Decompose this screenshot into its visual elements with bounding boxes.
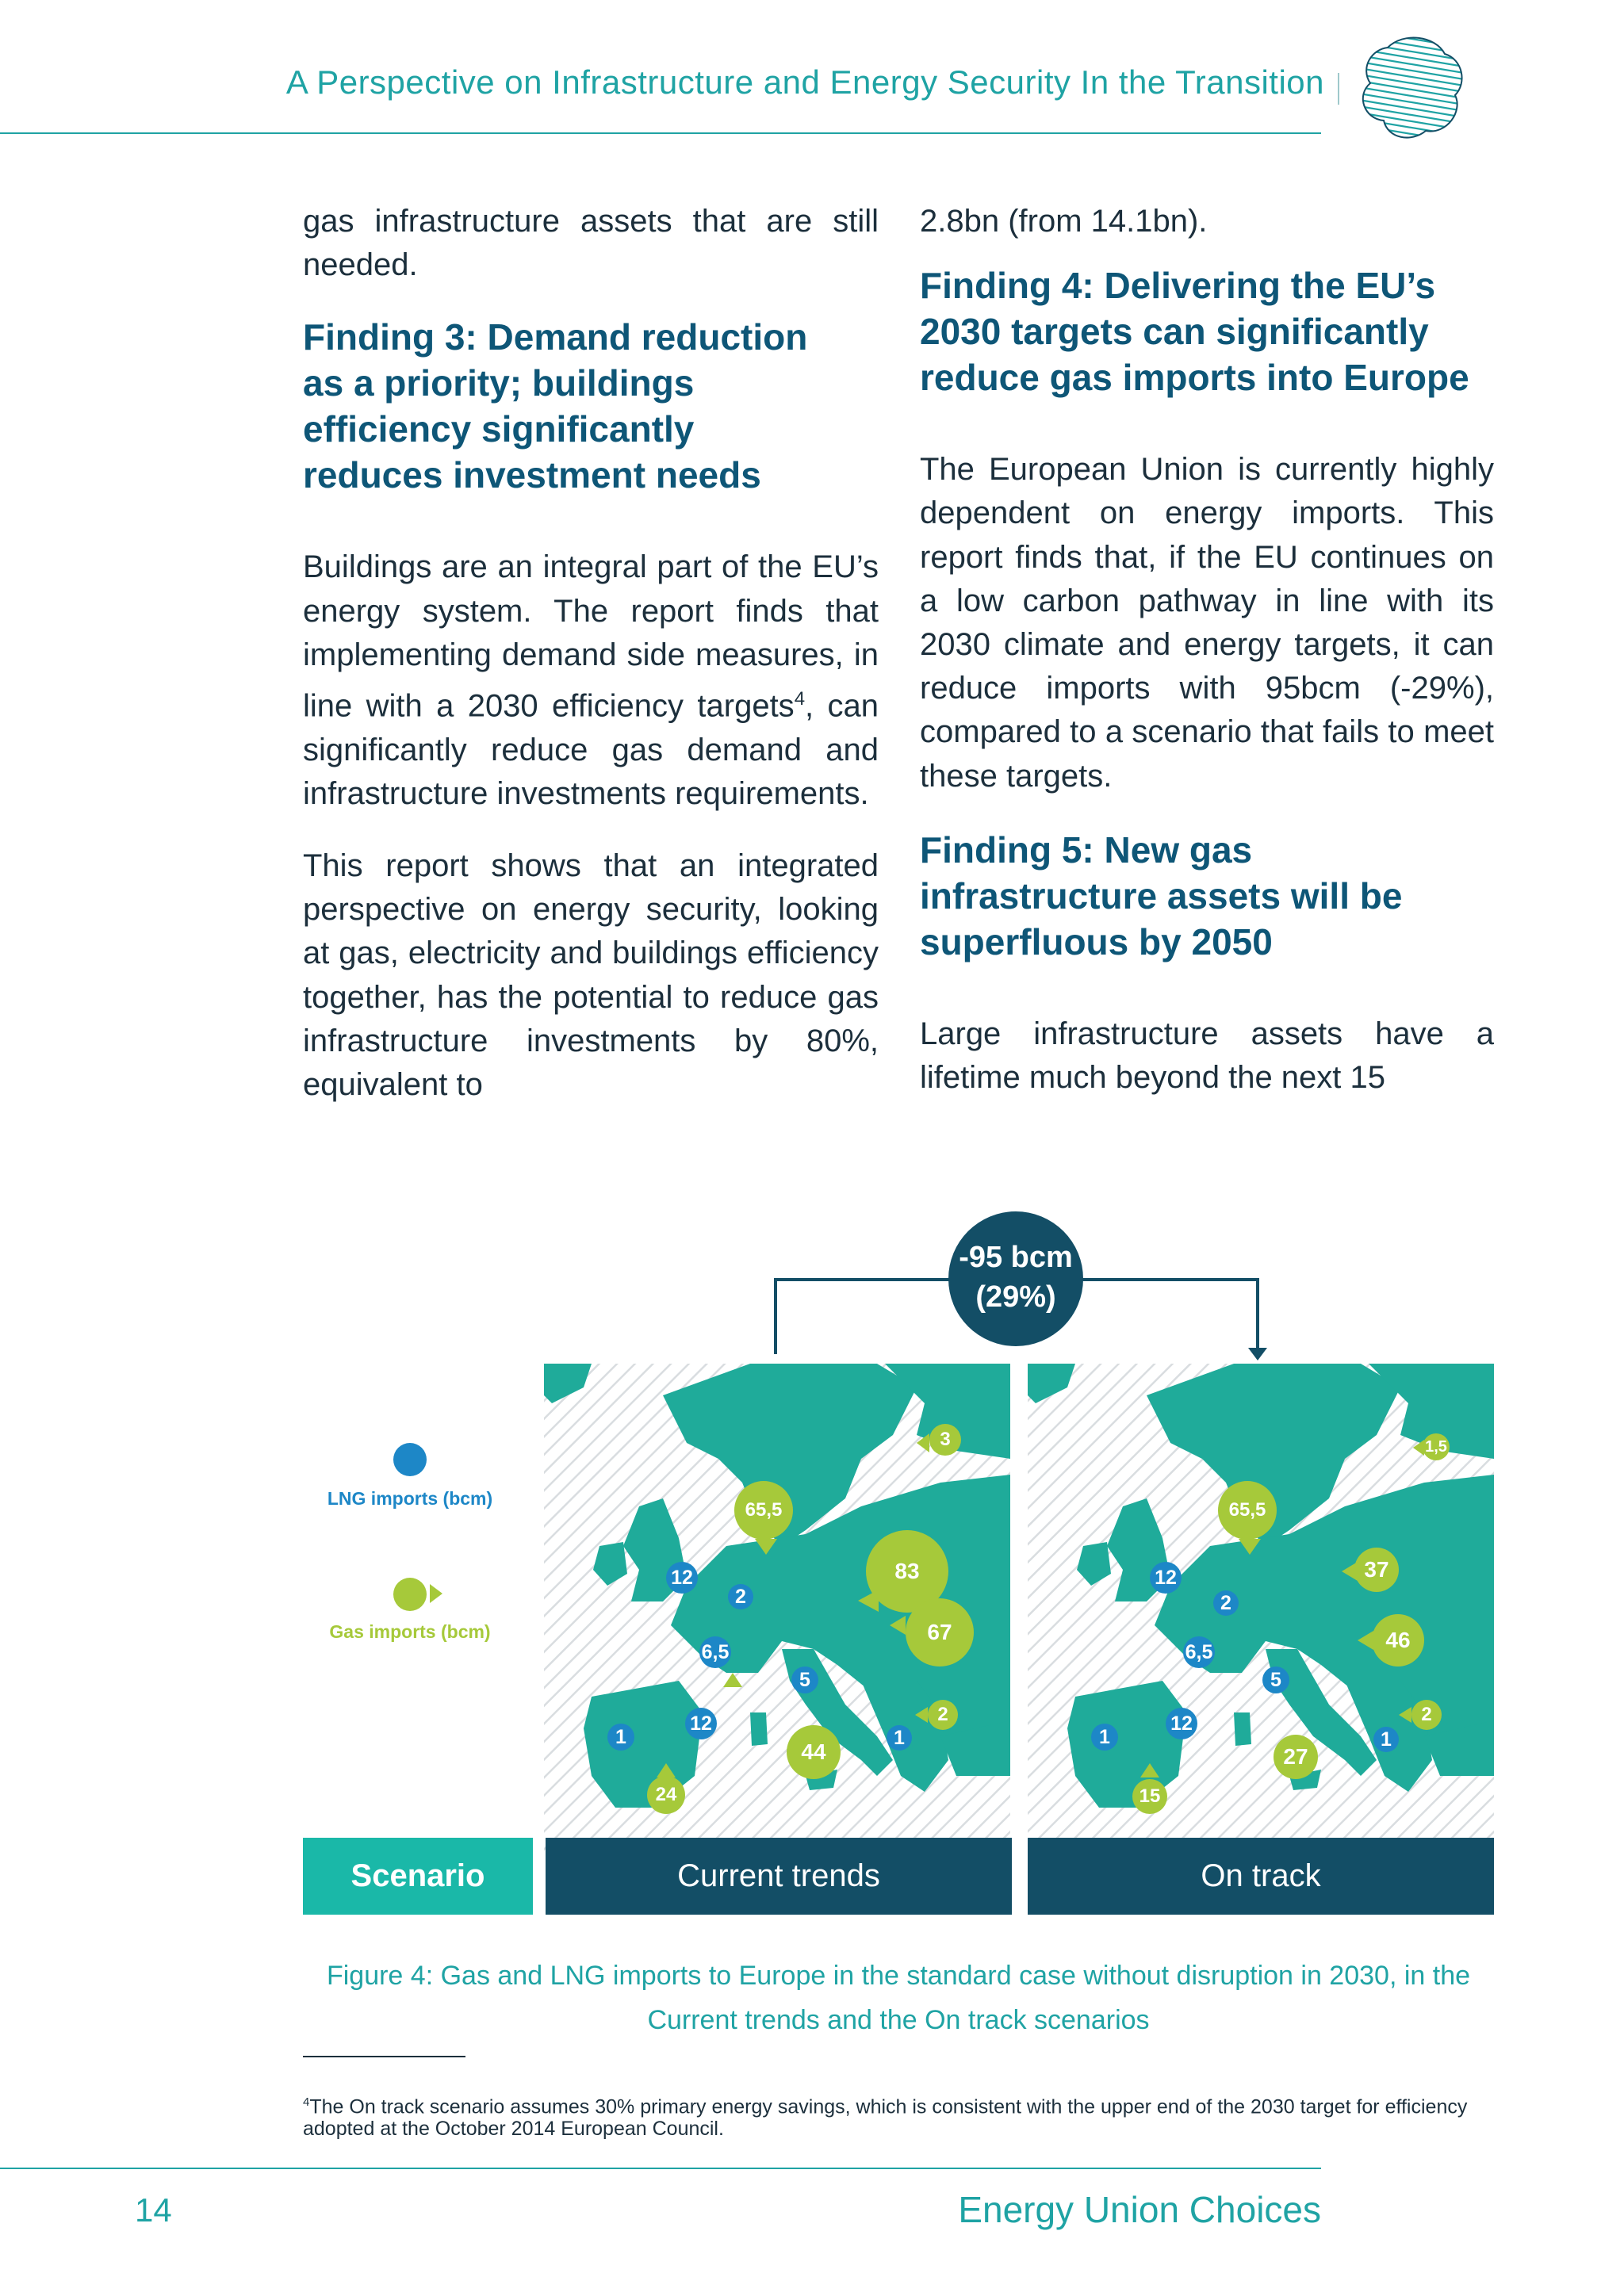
gas-legend-dot xyxy=(393,1578,427,1611)
scenario-current-trends-label: Current trends xyxy=(546,1838,1012,1915)
footnote-rule xyxy=(303,2056,465,2057)
gas-bubble-baltic: 65,5 xyxy=(1218,1481,1277,1540)
paragraph: This report shows that an integrated perspective on energy security, looking at gas, electricity and buildings efficiency together, has the potential to reduce gas infrastructure investments by 80%, equivalent to xyxy=(303,848,879,1102)
gas-bubble-turkey: 2 xyxy=(1411,1700,1442,1730)
gas-arrow-icon xyxy=(755,1539,777,1555)
lng-bubble-netherlands: 2 xyxy=(1213,1590,1239,1616)
paragraph: Buildings are an integral part of the EU’s energy system. The report finds that implementing demand side measures, in line with a 2030 efficiency targets$^4$, can significantly reduce gas demand and infrastructure investments requirements. xyxy=(303,549,879,811)
bracket-right-leg xyxy=(1256,1278,1259,1351)
gas-bubble-spain: 15 xyxy=(1132,1779,1167,1814)
map-current-trends xyxy=(544,1364,1010,1854)
lng-legend-label: LNG imports (bcm) xyxy=(327,1488,493,1509)
gas-legend-arrow-icon xyxy=(430,1584,442,1603)
gas-legend-label: Gas imports (bcm) xyxy=(329,1621,491,1642)
gas-bubble-finland: 1,5 xyxy=(1423,1433,1450,1460)
scenario-label: Scenario xyxy=(303,1838,533,1915)
lng-bubble-spain: 12 xyxy=(1166,1708,1197,1739)
lng-legend-dot xyxy=(393,1443,427,1476)
lng-bubble-portugal: 1 xyxy=(607,1724,634,1751)
lng-bubble-greece: 1 xyxy=(1373,1727,1399,1752)
footer-title: Energy Union Choices xyxy=(958,2189,1321,2230)
lng-bubble-france: 6,5 xyxy=(699,1636,731,1668)
finding-4-heading: Finding 4: Delivering the EU’s 2030 targets can significantly reduce gas imports into Europe xyxy=(920,265,1469,399)
gas-arrow-icon xyxy=(1140,1763,1159,1777)
footnote: $^4$The On track scenario assumes 30% primary energy savings, which is consistent with the upper end of the 2030 target for efficiency adopted at the October 2014 European Council. xyxy=(303,2095,1468,2141)
header-separator xyxy=(1338,73,1339,105)
swirl-logo-icon xyxy=(1356,32,1467,143)
gas-bubble-italy: 27 xyxy=(1274,1735,1318,1779)
running-header-title: A Perspective on Infrastructure and Energy Security In the Transition xyxy=(285,63,1324,101)
lng-bubble-uk: 12 xyxy=(1150,1562,1182,1594)
europe-map-on-track xyxy=(1028,1364,1494,1854)
lng-bubble-portugal: 1 xyxy=(1091,1724,1118,1751)
gas-arrow-icon xyxy=(915,1707,928,1723)
lng-bubble-uk: 12 xyxy=(666,1562,698,1594)
paragraph: 2.8bn (from 14.1bn). xyxy=(920,204,1208,239)
gas-bubble-italy: 44 xyxy=(787,1725,841,1779)
right-text-column xyxy=(920,200,1494,1100)
finding-5-heading: Finding 5: New gas infrastructure assets will be superfluous by 2050 xyxy=(920,828,1403,962)
bracket-left-leg xyxy=(774,1278,777,1354)
header-rule xyxy=(0,132,1321,134)
bracket-arrow-icon xyxy=(1248,1348,1267,1360)
gas-arrow-icon xyxy=(1239,1539,1261,1555)
finding-3-heading: Finding 3: Demand reduction as a priority; buildings efficiency significantly reduces investment needs xyxy=(303,316,808,496)
gas-bubble-finland: 3 xyxy=(929,1424,961,1456)
page-number: 14 xyxy=(135,2191,172,2229)
gas-bubble-poland-belarus: 37 xyxy=(1354,1548,1399,1592)
lng-bubble-netherlands: 2 xyxy=(728,1584,753,1609)
left-text-column xyxy=(303,200,879,1107)
lng-bubble-spain: 12 xyxy=(685,1708,717,1739)
reduction-percent: (29%) xyxy=(975,1280,1056,1314)
lng-bubble-france: 6,5 xyxy=(1183,1636,1215,1668)
footer-rule xyxy=(0,2168,1321,2169)
gas-arrow-icon xyxy=(917,1433,929,1452)
paragraph: Large infrastructure assets have a lifetime much beyond the next 15 xyxy=(920,1016,1494,1096)
gas-bubble-ukraine: 67 xyxy=(906,1598,974,1667)
lng-bubble-italy: 5 xyxy=(791,1667,818,1693)
gas-arrow-icon xyxy=(1358,1631,1373,1650)
reduction-bubble xyxy=(948,1211,1083,1346)
gas-arrow-icon xyxy=(890,1616,906,1635)
footnote-reference: 4 xyxy=(794,688,806,710)
paragraph: The European Union is currently highly dependent on energy imports. This report finds that, if the EU continues on a low carbon pathway in line with its 2030 climate and energy targets, it can reduce imports with 95bcm (-29%), compared to a scenario that fails to meet these targets. xyxy=(920,452,1494,794)
lng-bubble-italy: 5 xyxy=(1262,1667,1289,1693)
gas-arrow-icon xyxy=(723,1673,742,1687)
reduction-value: -95 bcm xyxy=(959,1241,1073,1274)
figure-caption: Figure 4: Gas and LNG imports to Europe in the standard case without disruption in 2030, in the Current trends and the On track scenarios xyxy=(326,1961,1471,2035)
lng-bubble-greece: 1 xyxy=(887,1725,912,1751)
gas-bubble-baltic: 65,5 xyxy=(734,1481,793,1540)
footnote-marker: 4 xyxy=(303,2095,310,2109)
scenario-on-track-label: On track xyxy=(1028,1838,1494,1915)
gas-bubble-poland-belarus: 83 xyxy=(866,1530,948,1613)
gas-bubble-ukraine: 46 xyxy=(1372,1614,1424,1667)
gas-arrow-icon xyxy=(1399,1707,1411,1723)
gas-bubble-spain: 24 xyxy=(647,1776,685,1814)
gas-bubble-turkey: 2 xyxy=(928,1700,958,1730)
map-on-track xyxy=(1028,1364,1494,1854)
paragraph: gas infrastructure assets that are still needed. xyxy=(303,204,879,283)
